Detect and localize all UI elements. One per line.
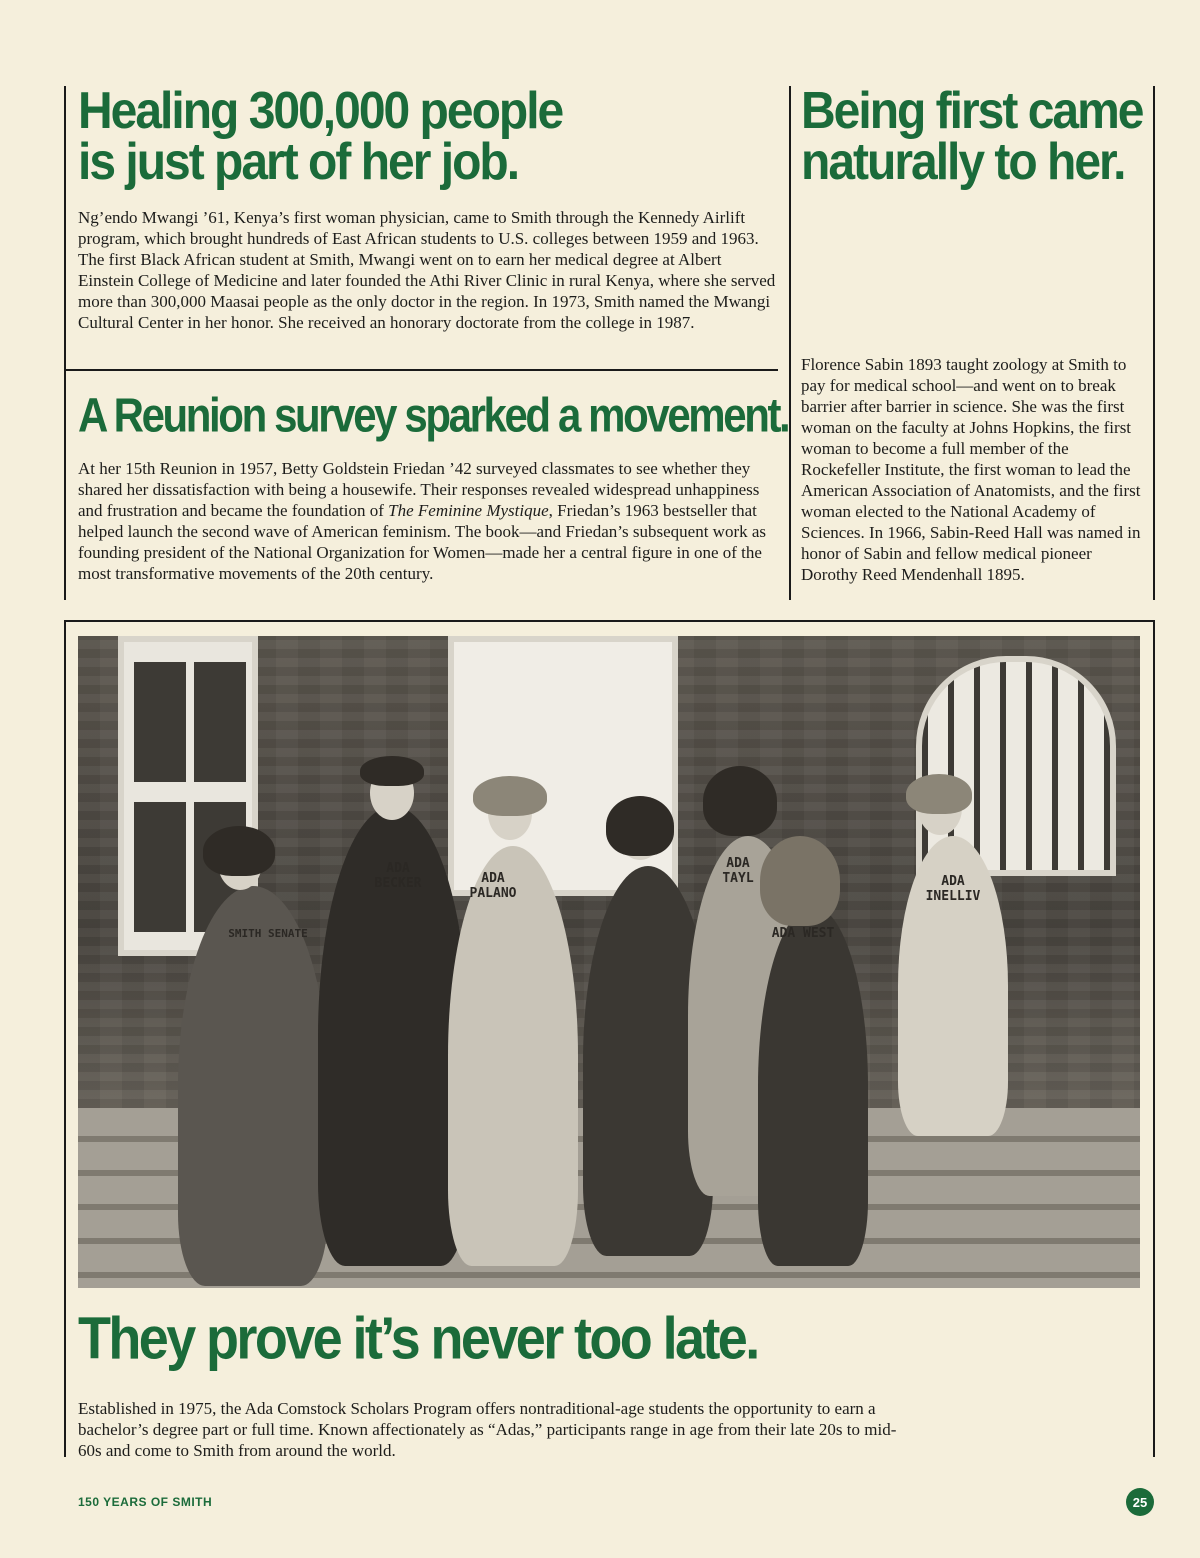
sabin-headline [801, 82, 1143, 191]
person-figure [448, 846, 578, 1266]
friedan-body-part1: At her 15th Reunion in 1957, Betty Goldstein Friedan ’42 surveyed classmates to see whether they shared her dissatisfaction with being a housewife. Their responses revealed widespread unhappiness and frustration and became the foundation of [78, 459, 760, 520]
shirt-label-tayl: ADA TAYL [722, 856, 754, 886]
ada-scholars-photo [78, 636, 1140, 1288]
center-column-rule [789, 86, 791, 600]
friedan-body [78, 458, 778, 584]
page-number-badge: 25 [1126, 1488, 1154, 1516]
story-divider-rule [64, 369, 778, 371]
left-column-rule [64, 86, 66, 600]
person-hair [360, 756, 424, 786]
feminine-mystique-title: The Feminine Mystique [388, 501, 549, 520]
mwangi-headline [78, 82, 563, 191]
mwangi-headline-line2: is just part of her job. [78, 133, 519, 191]
friedan-headline: A Reunion survey sparked a movement. [78, 387, 789, 442]
shirt-label-becker: ADA BECKER [374, 861, 422, 891]
shirt-label-inelliv: ADA INELLIV [925, 874, 981, 904]
photo-top-rule [64, 620, 1154, 622]
bottom-left-rule [64, 620, 66, 1457]
shirt-label-west: ADA WEST [771, 926, 835, 941]
shirt-label-palano: ADA PALANO [469, 871, 517, 901]
person-figure [758, 906, 868, 1266]
mwangi-body: Ng’endo Mwangi ’61, Kenya’s first woman physician, came to Smith through the Kennedy Airlift program, which brought hundreds of East African students to U.S. colleges between 1959 and 1963. The first Black African student at Smith, Mwangi went on to earn her medical degree at Albert Einstein College of Medicine and later founded the Athi River Clinic in rural Kenya, where she served more than 300,000 Maasai people as the only doctor in the region. In 1973, Smith named the Mwangi Cultural Center in her honor. She received an honorary doctorate from the college in 1987. [78, 208, 776, 332]
person-hair [203, 826, 275, 876]
sabin-body: Florence Sabin 1893 taught zoology at Smith to pay for medical school—and went on to break barrier after barrier in science. She was the first woman on the faculty at Johns Hopkins, the first woman to become a full member of the Rockefeller Institute, the first woman to lead the American Association of Anatomists, and the first woman elected to the National Academy of Sciences. In 1966, Sabin-Reed Hall was named in honor of Sabin and fellow medical pioneer Dorothy Reed Mendenhall 1895. [801, 355, 1141, 584]
friedan-body-part2: , Friedan’s 1963 bestseller that helped launch the second wave of American feminism. The book—and Friedan’s subsequent work as founding president of the National Organization for Women—made her a central figure in one of the most transformative movements of the 20th century. [78, 501, 767, 583]
ada-body: Established in 1975, the Ada Comstock Scholars Program offers nontraditional-age students the opportunity to earn a bachelor’s degree part or full time. Known affectionately as “Adas,” participants range in age from their late 20s to mid-60s and come to Smith from around the world. [78, 1399, 897, 1460]
person-hair [906, 774, 972, 814]
ada-headline: They prove it’s never too late. [78, 1305, 758, 1372]
person-hair [606, 796, 674, 856]
person-hair [473, 776, 547, 816]
shirt-label-senate: SMITH SENATE [228, 927, 308, 940]
person-hair [703, 766, 777, 836]
person-hair [760, 836, 840, 926]
footer-label: 150 YEARS OF SMITH [78, 1495, 213, 1509]
sabin-headline-line1: Being first came [801, 82, 1143, 140]
person-figure [178, 886, 328, 1286]
sabin-headline-line2: naturally to her. [801, 133, 1125, 191]
bottom-right-rule [1153, 620, 1155, 1457]
right-column-rule [1153, 86, 1155, 600]
mwangi-headline-line1: Healing 300,000 people [78, 82, 563, 140]
